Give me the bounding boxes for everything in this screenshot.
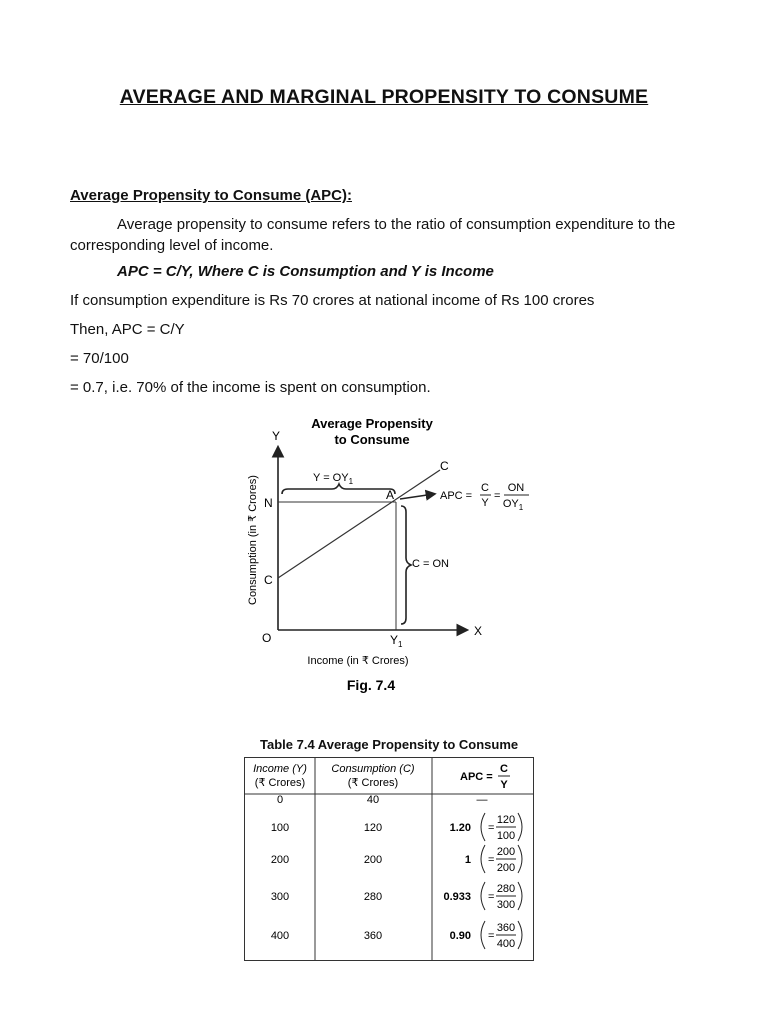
header-cons-1: Consumption (C): [331, 763, 415, 775]
cell-consumption: 360: [363, 930, 383, 942]
paren-left: [481, 813, 485, 841]
right-bracket: [401, 506, 411, 624]
cell-income: 100: [270, 822, 290, 834]
cell-num: 200: [496, 846, 516, 858]
cell-income: 400: [270, 930, 290, 942]
cell-income: 0: [276, 794, 284, 806]
cell-consumption: 120: [363, 822, 383, 834]
header-apc-num: C: [500, 763, 508, 775]
cell-den: 200: [496, 862, 516, 874]
apc-formula: APC = C/Y, Where C is Consumption and Y is Income: [117, 263, 494, 280]
page-title: AVERAGE AND MARGINAL PROPENSITY TO CONSUME: [119, 86, 649, 108]
figure-title-line1: Average Propensity: [311, 416, 433, 431]
point-a-label: A: [386, 488, 395, 502]
paren-right: [518, 882, 522, 910]
header-income-2: (₹ Crores): [254, 777, 306, 789]
cell-apc: 1.20: [449, 822, 471, 834]
cell-num: 120: [496, 814, 516, 826]
y-axis-letter: Y: [272, 429, 281, 443]
example-line-4: = 0.7, i.e. 70% of the income is spent on consumption.: [70, 379, 431, 396]
curve-label-c: C: [440, 459, 449, 473]
section-heading: Average Propensity to Consume (APC):: [70, 187, 352, 204]
example-line-3: = 70/100: [70, 350, 129, 367]
cell-apc: 1: [464, 854, 471, 866]
cell-eq: =: [488, 891, 495, 903]
cell-consumption: 200: [363, 854, 383, 866]
frac-y: Y: [481, 497, 489, 509]
x-axis-letter: X: [474, 624, 483, 638]
figure-title-line2: to Consume: [334, 432, 410, 447]
cell-apc: 0.933: [443, 891, 471, 903]
frac-on: ON: [507, 482, 525, 494]
frac-eq: =: [494, 490, 501, 502]
frac-c: C: [481, 482, 489, 494]
figure-caption: Fig. 7.4: [346, 677, 396, 693]
header-apc: APC =: [460, 771, 493, 783]
paren-right: [518, 813, 522, 841]
cell-apc: 0.90: [449, 930, 471, 942]
paren-right: [518, 921, 522, 949]
paren-left: [481, 882, 485, 910]
point-n-label: N: [264, 496, 273, 510]
cell-den: 100: [496, 830, 516, 842]
table-title: Table 7.4 Average Propensity to Consume: [260, 737, 519, 752]
definition-paragraph: Average propensity to consume refers to the ratio of consumption expenditure to the corresponding level of income.: [70, 216, 676, 254]
frac-oy: $OY_1$: [502, 498, 524, 512]
example-line-2: Then, APC = C/Y: [70, 321, 185, 338]
origin-label: O: [262, 631, 272, 645]
cell-consumption: 40: [366, 794, 380, 806]
intercept-label-c: C: [264, 573, 273, 587]
cell-num: 280: [496, 883, 516, 895]
cell-apc: —: [476, 794, 488, 806]
cell-eq: =: [488, 822, 495, 834]
paren-left: [481, 845, 485, 873]
apc-prefix: APC =: [440, 490, 473, 502]
bracket-top-label: $Y = OY_1$: [313, 472, 354, 486]
cell-num: 360: [496, 922, 516, 934]
cell-income: 200: [270, 854, 290, 866]
header-apc-den: Y: [500, 779, 508, 791]
cell-eq: =: [488, 854, 495, 866]
cell-den: 400: [496, 938, 516, 950]
header-income-1: Income (Y): [253, 763, 307, 775]
x-axis-label: Income (in ₹ Crores): [307, 655, 409, 667]
y-axis-label: Consumption (in ₹ Crores): [247, 475, 259, 605]
top-bracket: [282, 484, 395, 494]
cell-den: 300: [496, 899, 516, 911]
paren-right: [518, 845, 522, 873]
apc-arrow: [400, 494, 434, 499]
apc-table: [244, 757, 534, 961]
cell-income: 300: [270, 891, 290, 903]
cell-consumption: 280: [363, 891, 383, 903]
y1-label: $Y_1$: [390, 633, 403, 649]
example-line-1: If consumption expenditure is Rs 70 crores at national income of Rs 100 crores: [70, 292, 595, 309]
header-cons-2: (₹ Crores): [347, 777, 399, 789]
apc-figure: [236, 408, 546, 698]
cell-eq: =: [488, 930, 495, 942]
paren-left: [481, 921, 485, 949]
bracket-right-label: C = ON: [412, 558, 449, 570]
